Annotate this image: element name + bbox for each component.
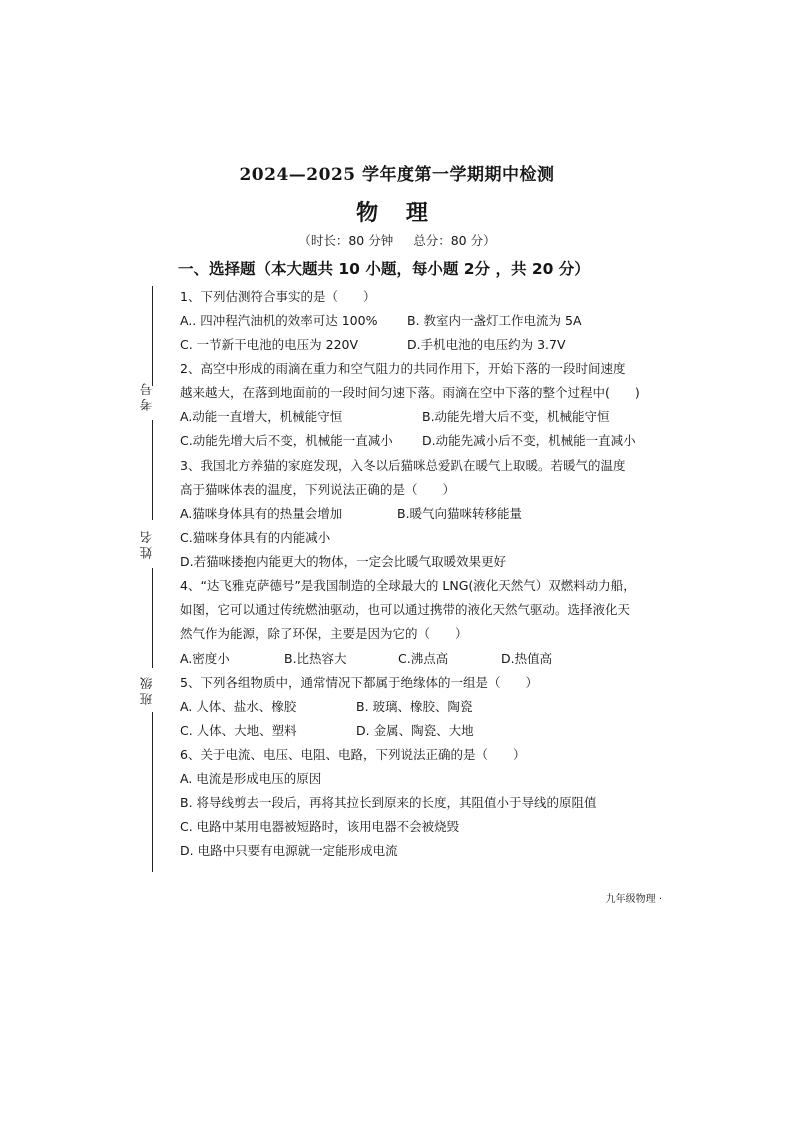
exam-duration: （时长：80 分钟	[298, 233, 394, 248]
question-6-option-c: C. 电路中某用电器被短路时，该用电器不会被烧毁	[180, 819, 460, 834]
question-3-option-c: C.猫咪身体具有的内能减小	[180, 530, 331, 545]
exam-title: 2024—2025 学年度第一学期期中检测	[239, 165, 555, 185]
question-6-stem: 6、关于电流、电压、电阻、电路，下列说法正确的是（ ）	[180, 747, 526, 762]
question-2-stem: 越来越大，在落到地面前的一段时间匀速下落。雨滴在空中下落的整个过程中( )	[180, 385, 640, 400]
binding-line	[152, 712, 153, 872]
name-label: 姓名	[139, 528, 154, 559]
question-1-stem: 1、下列估测符合事实的是（ ）	[180, 289, 376, 304]
question-5-option-c: C. 人体、大地、塑料	[180, 723, 297, 738]
binding-line	[152, 420, 153, 520]
question-3-option-d: D.若猫咪搂抱内能更大的物体，一定会比暖气取暖效果更好	[180, 554, 507, 569]
question-4-stem: 4、“达飞雅克萨德号”是我国制造的全球最大的 LNG(液化天然气）双燃料动力船，	[180, 578, 636, 593]
question-5-option-b: B. 玻璃、橡胶、陶瓷	[356, 699, 473, 714]
class-label: 班级	[139, 674, 154, 705]
question-2-stem: 2、高空中形成的雨滴在重力和空气阻力的共同作用下，开始下落的一段时间速度	[180, 361, 626, 376]
question-4-option-a: A.密度小	[180, 651, 230, 666]
question-4-option-d: D.热值高	[501, 651, 553, 666]
question-2-option-b: B.动能先增大后不变，机械能守恒	[422, 409, 610, 424]
question-3-stem: 高于猫咪体表的温度，下列说法正确的是（ ）	[180, 482, 456, 497]
question-3-option-b: B.暖气向猫咪转移能量	[397, 506, 523, 521]
question-5-option-d: D. 金属、陶瓷、大地	[356, 723, 474, 738]
question-2-option-a: A.动能一直增大，机械能守恒	[180, 409, 343, 424]
question-1-option-d: D.手机电池的电压约为 3.7V	[407, 337, 566, 352]
subject-title: 物 理	[356, 200, 438, 226]
question-3-stem: 3、我国北方养猫的家庭发现，入冬以后猫咪总爱趴在暖气上取暖。若暖气的温度	[180, 458, 626, 473]
question-6-option-d: D. 电路中只要有电源就一定能形成电流	[180, 843, 398, 858]
page-footer: 九年级物理 ·	[605, 894, 662, 905]
question-4-stem: 然气作为能源，除了环保，主要是因为它的（ ）	[180, 626, 468, 641]
question-2-option-d: D.动能先减小后不变，机械能一直减小	[422, 433, 636, 448]
question-4-option-c: C.沸点高	[398, 651, 449, 666]
question-1-option-a: A.. 四冲程汽油机的效率可达 100%	[180, 313, 378, 328]
question-1-option-b: B. 教室内一盏灯工作电流为 5A	[407, 313, 582, 328]
question-1-option-c: C. 一节新干电池的电压为 220V	[180, 337, 359, 352]
question-6-option-b: B. 将导线剪去一段后，再将其拉长到原来的长度，其阻值小于导线的原阻值	[180, 795, 597, 810]
question-2-option-c: C.动能先增大后不变，机械能一直减小	[180, 433, 393, 448]
question-5-stem: 5、下列各组物质中，通常情况下都属于绝缘体的一组是（ ）	[180, 675, 538, 690]
binding-line	[152, 286, 153, 386]
binding-line	[152, 568, 153, 668]
exam-total-score: 总分：80 分）	[413, 233, 496, 248]
exam-meta	[0, 231, 794, 249]
question-4-option-b: B.比热容大	[284, 651, 347, 666]
question-4-stem: 如图，它可以通过传统燃油驱动，也可以通过携带的液化天然气驱动。选择液化天	[180, 602, 631, 617]
section-title: 一、选择题（本大题共 10 小题，每小题 2分 ，共 20 分）	[178, 260, 590, 278]
question-6-option-a: A. 电流是形成电压的原因	[180, 771, 322, 786]
exam-number-label: 考号	[139, 380, 154, 411]
question-5-option-a: A. 人体、盐水、橡胶	[180, 699, 297, 714]
question-3-option-a: A.猫咪身体具有的热量会增加	[180, 506, 343, 521]
